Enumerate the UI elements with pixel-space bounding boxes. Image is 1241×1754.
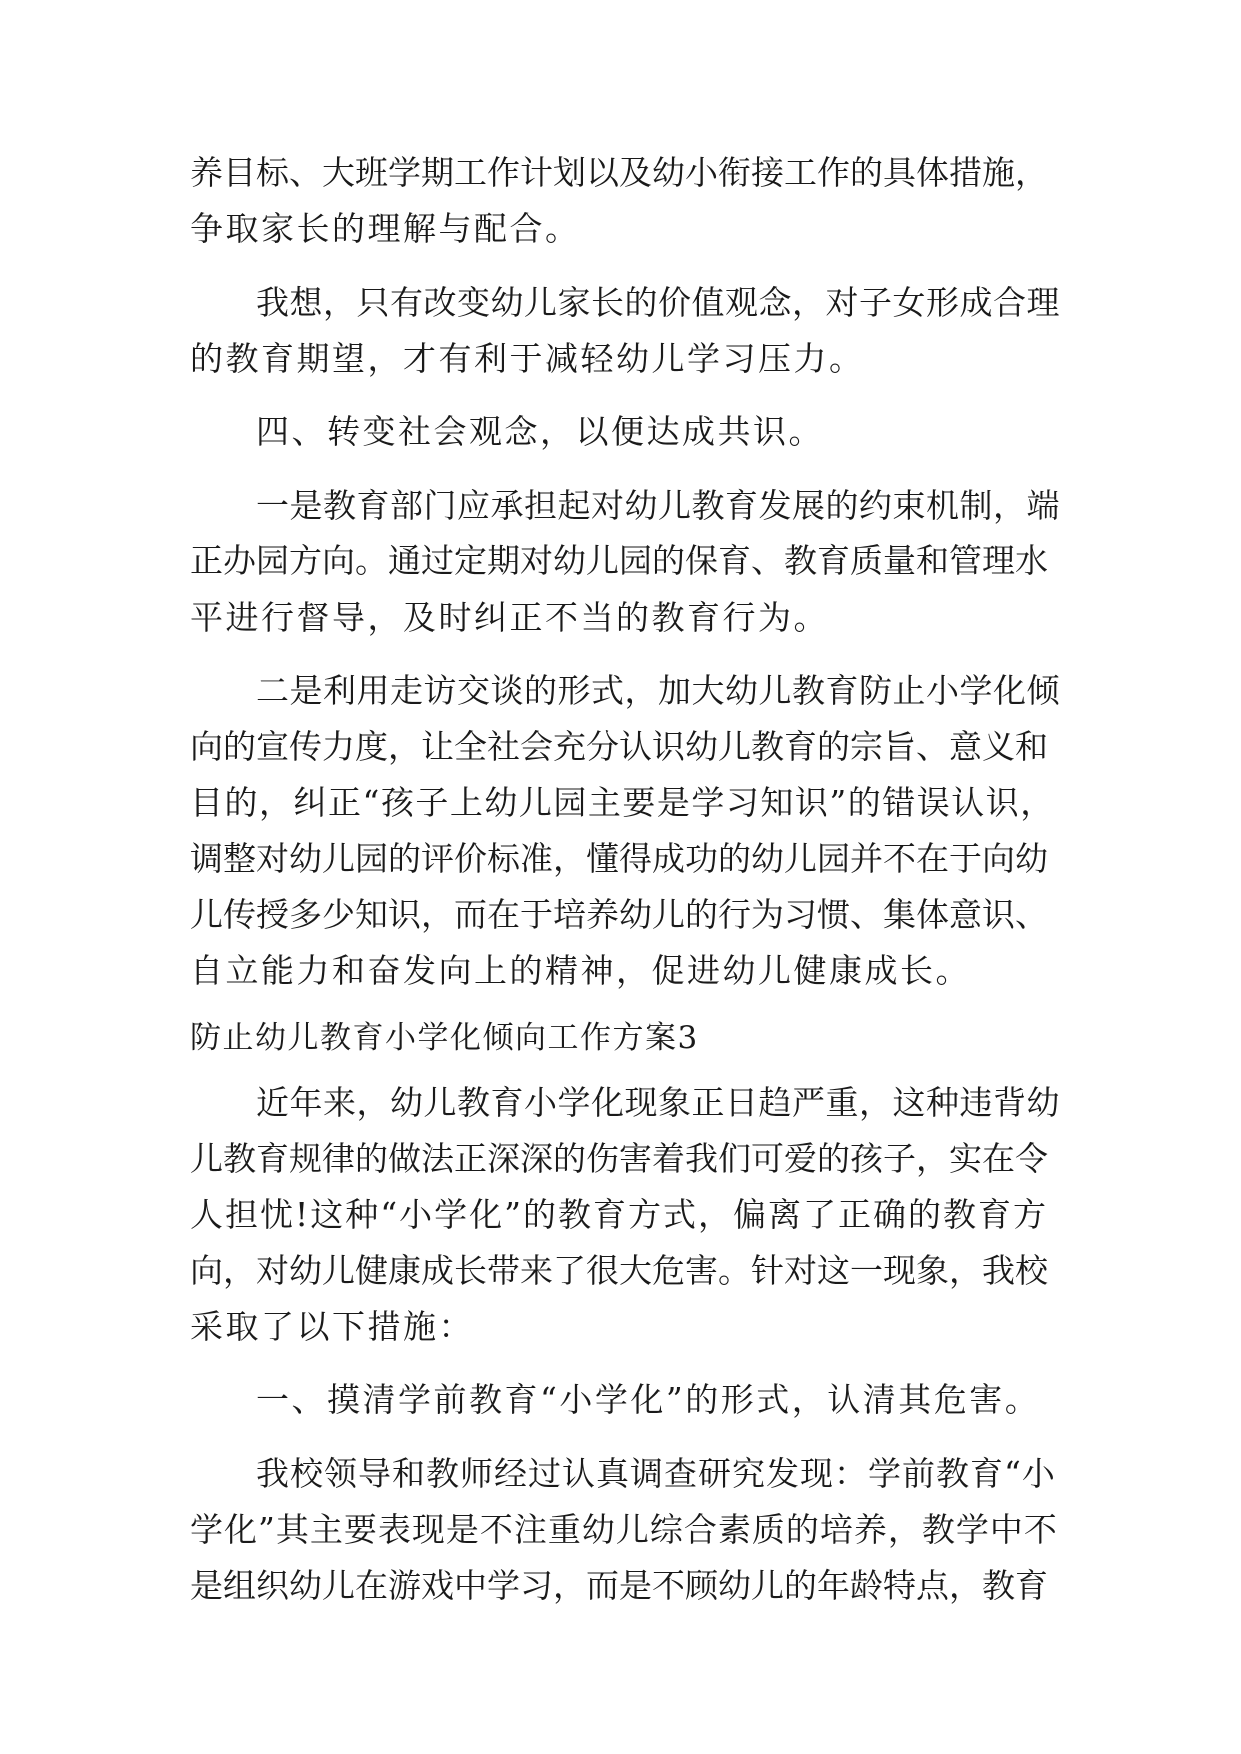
paragraph-first-line: 近年来，幼儿教育小学化现象正日趋严重，这种违背幼 <box>256 1083 1060 1122</box>
text-line: 调整对幼儿园的评价标准，懂得成功的幼儿园并不在于向幼 <box>190 839 1048 878</box>
text-line: 平进行督导，及时纠正不当的教育行为。 <box>190 598 829 637</box>
text-line: 养目标、大班学期工作计划以及幼小衔接工作的具体措施， <box>190 153 1048 192</box>
text-line: 的教育期望，才有利于减轻幼儿学习压力。 <box>190 339 865 378</box>
document-title: 防止幼儿教育小学化倾向工作方案3 <box>190 1020 699 1056</box>
text-line: 人担忧!这种“小学化”的教育方式，偏离了正确的教育方 <box>190 1195 1049 1234</box>
paragraph-first-line: 我校领导和教师经过认真调查研究发现：学前教育“小 <box>256 1454 1056 1493</box>
paragraph-first-line: 二是利用走访交谈的形式，加大幼儿教育防止小学化倾 <box>256 671 1060 710</box>
text-line: 采取了以下措施： <box>190 1307 474 1346</box>
section-heading: 四、转变社会观念，以便达成共识。 <box>256 412 824 451</box>
text-line: 是组织幼儿在游戏中学习，而是不顾幼儿的年龄特点，教育 <box>190 1566 1048 1605</box>
text-line: 正办园方向。通过定期对幼儿园的保育、教育质量和管理水 <box>190 541 1048 580</box>
text-line: 儿传授多少知识，而在于培养幼儿的行为习惯、集体意识、 <box>190 895 1048 934</box>
text-line: 争取家长的理解与配合。 <box>190 209 581 248</box>
text-line: 目的，纠正“孩子上幼儿园主要是学习知识”的错误认识， <box>190 783 1055 822</box>
section-heading: 一、摸清学前教育“小学化”的形式，认清其危害。 <box>256 1380 1041 1419</box>
text-line: 向的宣传力度，让全社会充分认识幼儿教育的宗旨、意义和 <box>190 727 1048 766</box>
text-line: 学化”其主要表现是不注重幼儿综合素质的培养，教学中不 <box>190 1510 1058 1549</box>
text-line: 向，对幼儿健康成长带来了很大危害。针对这一现象，我校 <box>190 1251 1048 1290</box>
paragraph-first-line: 我想，只有改变幼儿家长的价值观念，对子女形成合理 <box>256 283 1060 322</box>
text-line: 自立能力和奋发向上的精神，促进幼儿健康成长。 <box>190 951 971 990</box>
paragraph-first-line: 一是教育部门应承担起对幼儿教育发展的约束机制，端 <box>256 486 1060 525</box>
text-line: 儿教育规律的做法正深深的伤害着我们可爱的孩子，实在令 <box>190 1139 1048 1178</box>
